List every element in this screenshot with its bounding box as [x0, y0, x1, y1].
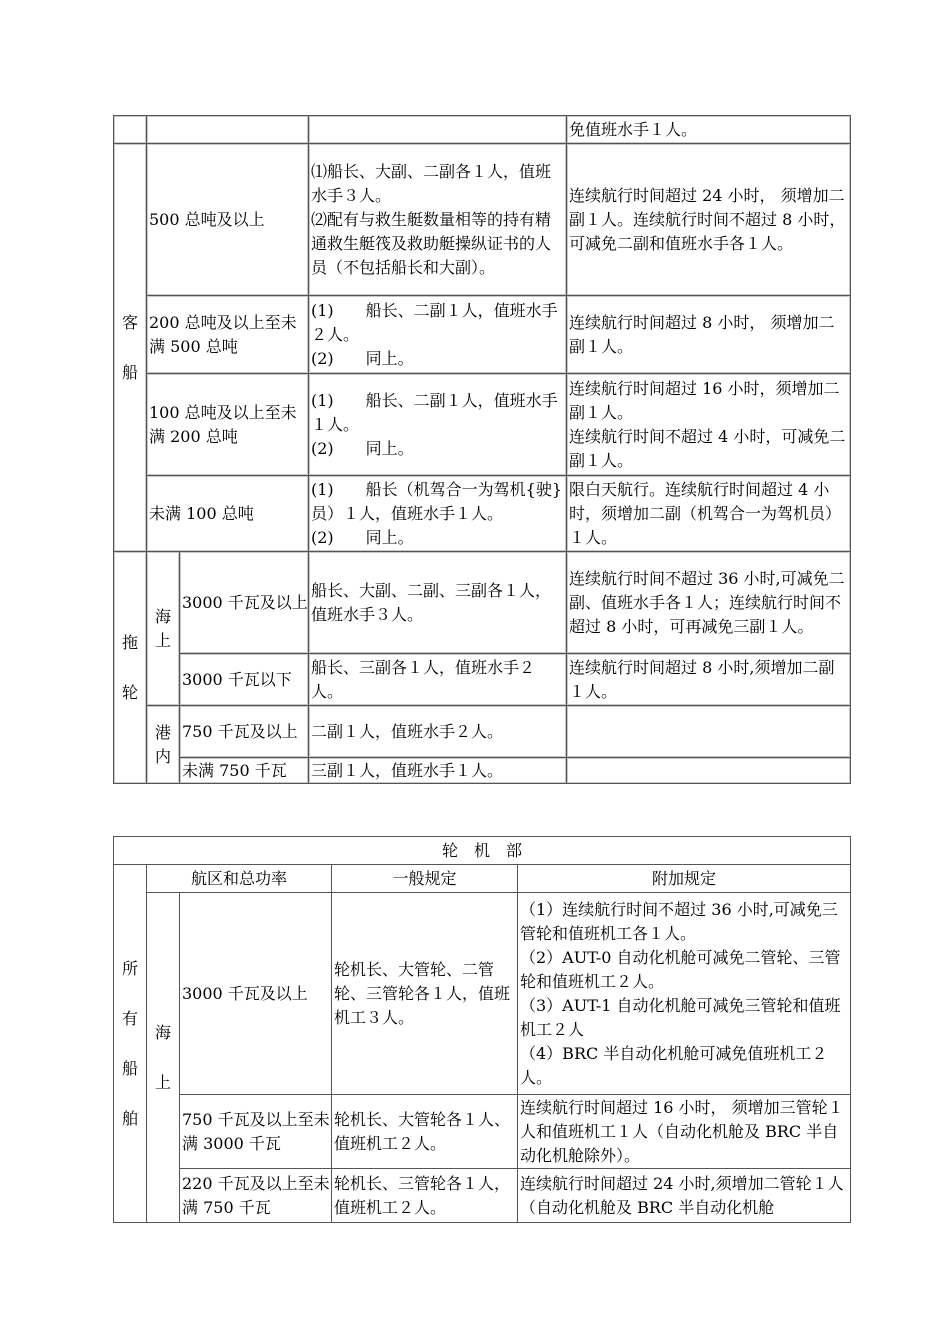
table-title-row — [114, 837, 851, 865]
additional-rule-cell: （1）连续航行时间不超过 36 小时,可减免三管轮和值班机工各１人。 （2）AUT-0 自动化机舱可减免二管轮、三管轮和值班机工２人。 （3）AUT-1 自动化机舱可减免三管轮和值班机工２人 （4）BRC 半自动化机舱可减免值班机工２人。 — [518, 893, 851, 1095]
general-rule-cell: 船长、大副、二副、三副各１人，值班水手３人。 — [309, 552, 567, 654]
general-rule-cell: 三副１人，值班水手１人。 — [309, 758, 567, 784]
table-row — [114, 476, 851, 552]
column-header-area: 航区和总功率 — [147, 865, 332, 893]
additional-rule-cell: 连续航行时间超过 24 小时,须增加二管轮１人（自动化机舱及 BRC 半自动化机舱 — [518, 1169, 851, 1223]
table-row — [114, 552, 851, 654]
tonnage-cell: 200 总吨及以上至未满 500 总吨 — [147, 296, 309, 374]
general-rule-cell: 轮机长、三管轮各１人，值班机工２人。 — [332, 1169, 518, 1223]
harbor-area-label: 港 内 — [147, 706, 180, 784]
deck-manning-table — [113, 115, 851, 784]
column-header-general: 一般规定 — [332, 865, 518, 893]
table-row — [114, 654, 851, 706]
all-ships-category-label: 所 有 船 舶 — [114, 865, 147, 1223]
additional-rule-cell: 免值班水手１人。 — [567, 116, 851, 144]
column-header-additional: 附加规定 — [518, 865, 851, 893]
power-cell: 750 千瓦及以上 — [180, 706, 309, 758]
power-cell: 未满 750 千瓦 — [180, 758, 309, 784]
general-rule-cell: 轮机长、大管轮各１人、值班机工２人。 — [332, 1095, 518, 1169]
empty-cell — [114, 116, 147, 144]
additional-rule-cell: 连续航行时间超过 8 小时， 须增加二副１人。 — [567, 296, 851, 374]
table-row — [114, 116, 851, 144]
general-rule-cell: (1) 船长、二副１人，值班水手１人。 (2) 同上。 — [309, 374, 567, 476]
general-rule-cell: 船长、三副各１人，值班水手２人。 — [309, 654, 567, 706]
general-rule-cell: (1) 船长（机驾合一为驾机{驶}员）１人，值班水手１人。 (2) 同上。 — [309, 476, 567, 552]
additional-rule-cell: 连续航行时间超过 16 小时， 须增加三管轮１人和值班机工１人（自动化机舱及 BRC 半自动化机舱除外）。 — [518, 1095, 851, 1169]
general-rule-cell: ⑴船长、大副、二副各１人，值班水手３人。 ⑵配有与救生艇数量相等的持有精通救生艇筏及救助艇操纵证书的人员（不包括船长和大副）。 — [309, 144, 567, 296]
additional-rule-cell: 连续航行时间超过 16 小时，须增加二副１人。 连续航行时间不超过 4 小时，可减免二副１人。 — [567, 374, 851, 476]
empty-cell — [147, 116, 309, 144]
table-row — [114, 1095, 851, 1169]
table-row — [114, 893, 851, 1095]
additional-rule-cell: 连续航行时间超过 8 小时,须增加二副１人。 — [567, 654, 851, 706]
power-cell: 3000 千瓦及以上 — [180, 893, 332, 1095]
power-cell: 750 千瓦及以上至未满 3000 千瓦 — [180, 1095, 332, 1169]
additional-rule-cell: 连续航行时间超过 24 小时， 须增加二副１人。连续航行时间不超过 8 小时， 可减免二副和值班水手各１人。 — [567, 144, 851, 296]
power-cell: 220 千瓦及以上至未满 750 千瓦 — [180, 1169, 332, 1223]
general-rule-cell: (1) 船长、二副１人，值班水手２人。 (2) 同上。 — [309, 296, 567, 374]
tonnage-cell: 500 总吨及以上 — [147, 144, 309, 296]
table-row — [114, 706, 851, 758]
passenger-ship-category-label: 客 船 — [114, 144, 147, 552]
sea-area-label: 海 上 — [147, 552, 180, 706]
table-row — [114, 1169, 851, 1223]
table-row — [114, 296, 851, 374]
general-rule-cell: 轮机长、大管轮、二管轮、三管轮各１人，值班机工３人。 — [332, 893, 518, 1095]
general-rule-cell: 二副１人，值班水手２人。 — [309, 706, 567, 758]
tug-category-label: 拖 轮 — [114, 552, 147, 784]
tonnage-cell: 100 总吨及以上至未满 200 总吨 — [147, 374, 309, 476]
empty-cell — [309, 116, 567, 144]
table-row — [114, 758, 851, 784]
additional-rule-cell — [567, 706, 851, 758]
table-row — [114, 144, 851, 296]
engine-manning-table — [113, 836, 851, 1223]
additional-rule-cell: 限白天航行。连续航行时间超过 4 小时，须增加二副（机驾合一为驾机员）１人。 — [567, 476, 851, 552]
tonnage-cell: 未满 100 总吨 — [147, 476, 309, 552]
sea-area-label: 海 上 — [147, 893, 180, 1223]
section-title: 轮 机 部 — [114, 837, 851, 865]
power-cell: 3000 千瓦以下 — [180, 654, 309, 706]
power-cell: 3000 千瓦及以上 — [180, 552, 309, 654]
additional-rule-cell — [567, 758, 851, 784]
additional-rule-cell: 连续航行时间不超过 36 小时,可减免二副、值班水手各１人；连续航行时间不超过 8 小时，可再减免三副１人。 — [567, 552, 851, 654]
table-row — [114, 374, 851, 476]
table-header-row — [114, 865, 851, 893]
